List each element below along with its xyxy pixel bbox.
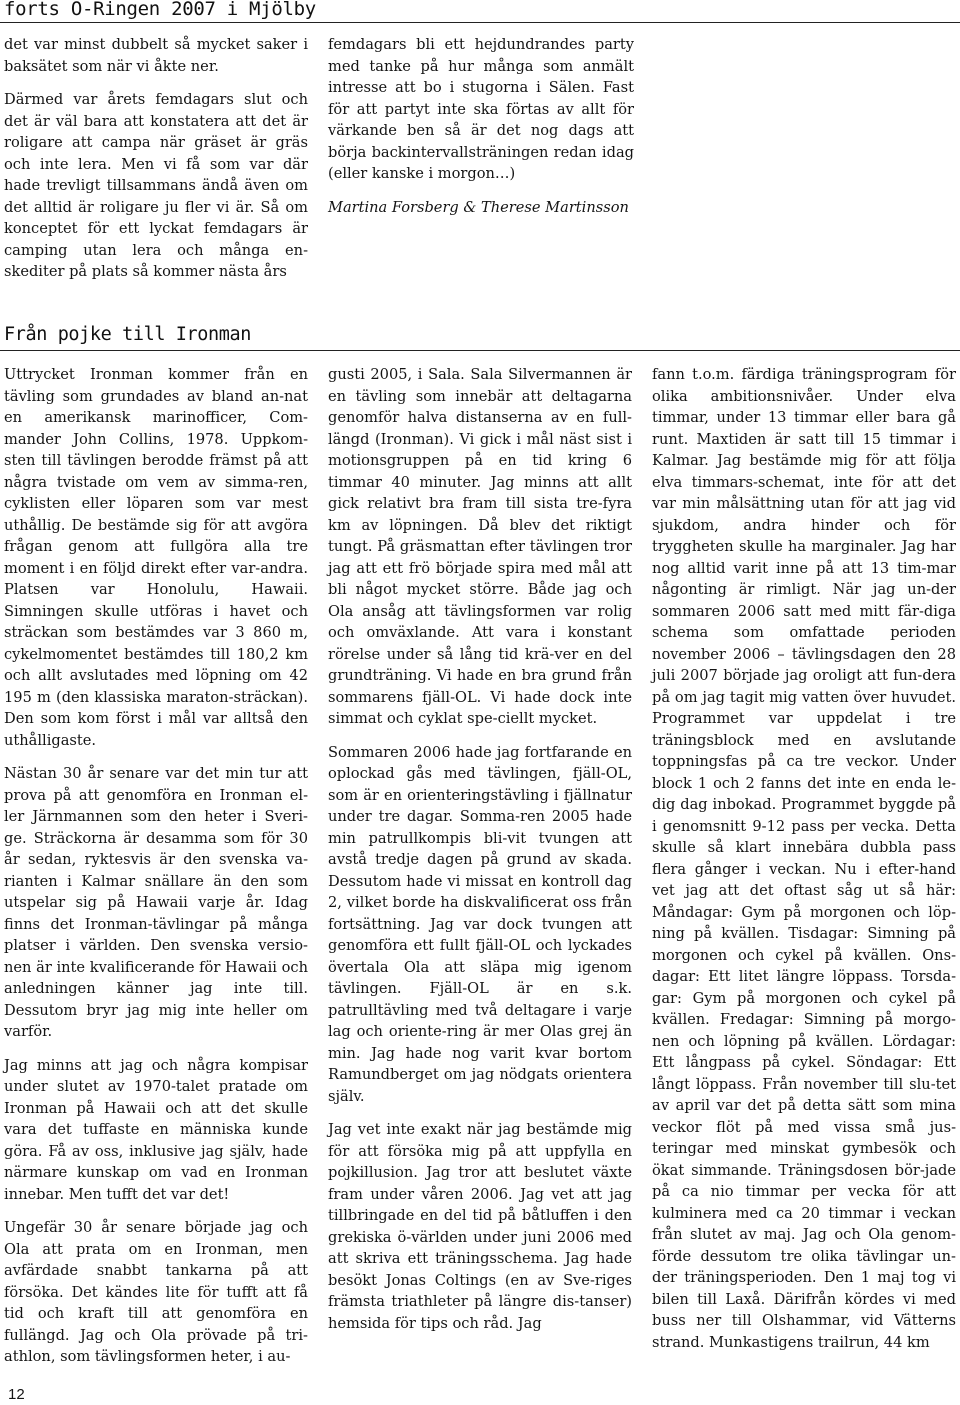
top-column-1 bbox=[4, 34, 308, 283]
paragraph: femdagars bli ett hejdundrandes party med tanke på hur många som anmält intresse att bo i stugorna i Sälen. Fast för att partyt inte ska förtas av allt för värkande ben så är det nog dags att börja backintervallsträningen redan idag (eller kanske i morgon…) bbox=[328, 36, 634, 182]
article-heading: Från pojke till Ironman bbox=[4, 324, 251, 345]
paragraph: Uttrycket Ironman kommer från en tävling som grundades av bland an-nat en amerikansk marinofficer, Com-mander John Collins, 1978. Uppkom-sten till tävlingen berodde främst på att några tvistade om vem av simma-ren, cyklisten eller löparen som var mest uthållig. De bestämde sig för att avgöra frågan genom att fullgöra alla tre moment i en följd direkt efter var-andra. Platsen var Honolulu, Hawaii. Simningen skulle utföras i havet och sträckan som bestämdes var 3 860 m, cykelmomentet bestämdes till 180,2 km och allt avslutades med löpning om 42 195 m (den klassiska maraton-sträckan). Den som kom först i mål var alltså den uthålligaste. bbox=[4, 366, 308, 749]
paragraph: fann t.o.m. färdiga träningsprogram för olika ambitionsnivåer. Under elva timmar, under 13 timmar eller bara gå runt. Maxtiden är satt till 15 timmar i Kalmar. Jag bestämde mig för att följa elva timmars-schemat, inte för att det var min målsättning utan för att jag vid sjukdom, andra hinder och för tryggheten skulle ha marginaler. Jag har nog alltid varit inne på att 13 tim-mar någonting är rimligt. När jag un-der sommaren 2006 satt med mitt fär-diga schema som omfattade perioden november 2006 – tävlingsdagen den 28 juli 2007 började jag oroligt att fun-dera på om jag tagit mig vatten över huvudet. Programmet var uppdelat i tre träningsblock med en avslutande toppningsfas på ca tre veckor. Under block 1 och 2 fanns det inte en enda le-dig dag inbokad. Programmet byggde på i genomsnitt 9-12 pass per vecka. Detta skulle så klart innebära dubbla pass flera gånger i veckan. Nu i efter-hand vet jag att det oftast såg ut så här: Måndagar: Gym på morgonen och löp-ning på kvällen. Tisdagar: Simning på morgonen och cykel på kvällen. Ons-dagar: Ett litet längre löppass. Torsda-gar: Gym på morgonen och cykel på kvällen. Fredagar: Simning på morgo-nen och löpning på kvällen. Lördagar: Ett långpass på cykel. Söndagar: Ett långt löppass. Från november till slu-tet av april var det på detta sätt som mina veckor flöt på med vissa små jus-teringar med minskat gymbesök och ökat simmande. Träningsdosen bör-jade på ca nio timmar per vecka för att kulminera med ca 20 timmar i veckan från slutet av maj. Jag och Ola genom-förde dessutom tre olika tävlingar un-der träningsperioden. Den 1 maj tog vi bilen till Laxå. Därifrån kördes vi med buss ner till Olshammar, vid Vätterns strand. Munkastigens trailrun, 44 km bbox=[652, 366, 956, 1351]
article-column-2 bbox=[328, 364, 632, 1334]
section-divider bbox=[0, 350, 960, 351]
paragraph: det var minst dubbelt så mycket saker i baksätet som när vi åkte ner. bbox=[4, 36, 308, 75]
top-column-2 bbox=[328, 34, 634, 230]
paragraph: Ungefär 30 år senare började jag och Ola att prata om en Ironman, men avfärdade snabbt tankarna på att försöka. Det kändes lite för tufft att få tid och kraft till att genomföra en fullängd. Jag och Ola prövade på tri-athlon, som tävlingsformen heter, i au- bbox=[4, 1219, 308, 1365]
paragraph: Jag minns att jag och några kompisar under slutet av 1970-talet pratade om Ironman på Hawaii och att det skulle vara det tuffaste en människa kunde göra. Få av oss, inklusive jag själv, hade närmare kunskap om vad en Ironman innebar. Men tufft det var det! bbox=[4, 1056, 308, 1203]
author-byline: Martina Forsberg & Therese Martinsson bbox=[328, 198, 629, 216]
paragraph: gusti 2005, i Sala. Sala Silvermannen är en tävling som innebär att deltagarna genomför halva distanserna av en full-längd (Ironman). Vi gick i mål näst sist i motionsgruppen på en tid kring 6 timmar 40 minuter. Jag minns att allt gick relativt bra fram till sista tre-fyra km av löpningen. Då blev det riktigt tungt. På gräsmattan efter tävlingen tror jag att ett frö började spira med mål att bli något mycket större. Både jag och Ola ansåg att tävlingsformen var rolig och omväxlande. Att vara i konstant rörelse under så lång tid krä-ver en del grundträning. Vi hade en bra grund från sommarens fjäll-OL. Vi hade dock inte simmat och cyklat spe-ciellt mycket. bbox=[328, 366, 632, 727]
page-number: 12 bbox=[8, 1386, 25, 1403]
article-column-3 bbox=[652, 364, 956, 1353]
running-header-title: forts O-Ringen 2007 i Mjölby bbox=[4, 0, 316, 20]
article-column-1 bbox=[4, 364, 308, 1368]
paragraph: Nästan 30 år senare var det min tur att prova på att genomföra en Ironman el-ler Järnmannen som den heter i Sveri-ge. Sträckorna är desamma som för 30 år sedan, ryktesvis är den svenska va-rianten i Kalmar snällare än den som utspelar sig på Hawaii varje år. Idag finns det Ironman-tävlingar på många platser i världen. Den svenska versio-nen är inte kvalificerande för Hawaii och anledningen känner jag inte till. Dessutom bryr jag mig inte heller om varför. bbox=[4, 765, 308, 1040]
page-header bbox=[0, 0, 960, 23]
paragraph: Därmed var årets femdagars slut och det är väl bara att konstatera att det är roligare att campa när gräset är gräs och inte lera. Men vi få som var där hade trevligt tillsammans ändå även om det alltid är roligare ju fler vi är. Så om konceptet för ett lyckat femdagars är camping utan lera och många en-skediter på plats så kommer nästa års bbox=[4, 91, 308, 280]
paragraph: Jag vet inte exakt när jag bestämde mig för att försöka mig på att uppfylla en pojkillusion. Jag tror att beslutet växte fram under våren 2006. Jag vet att jag tillbringade en del tid på båtluffen i den grekiska ö-världen under juni 2006 med att skriva ett träningsschema. Jag hade besökt Jonas Coltings (en av Sve-riges främsta triathleter på längre dis-tanser) hemsida för tips och råd. Jag bbox=[328, 1121, 632, 1332]
paragraph: Sommaren 2006 hade jag fortfarande en oplockad gås med tävlingen, fjäll-OL, som är en orienteringstävling i fjällnatur under tre dagar. Somma-ren 2005 hade min patrullkompis bli-vit tvungen att avstå tredje dagen på grund av skada. Dessutom hade vi missat en kontroll dag 2, vilket borde ha diskvalificerat oss från fortsättning. Jag var dock tvungen att genomföra ett fullt fjäll-OL och lyckades övertala Ola att släpa mig igenom tävlingen. Fjäll-OL är en s.k. patrulltävling med två deltagare i varje lag och oriente-ring är mer Olas grej än min. Jag hade nog varit kvar bortom Ramundberget om jag nödgats orientera själv. bbox=[328, 743, 632, 1105]
